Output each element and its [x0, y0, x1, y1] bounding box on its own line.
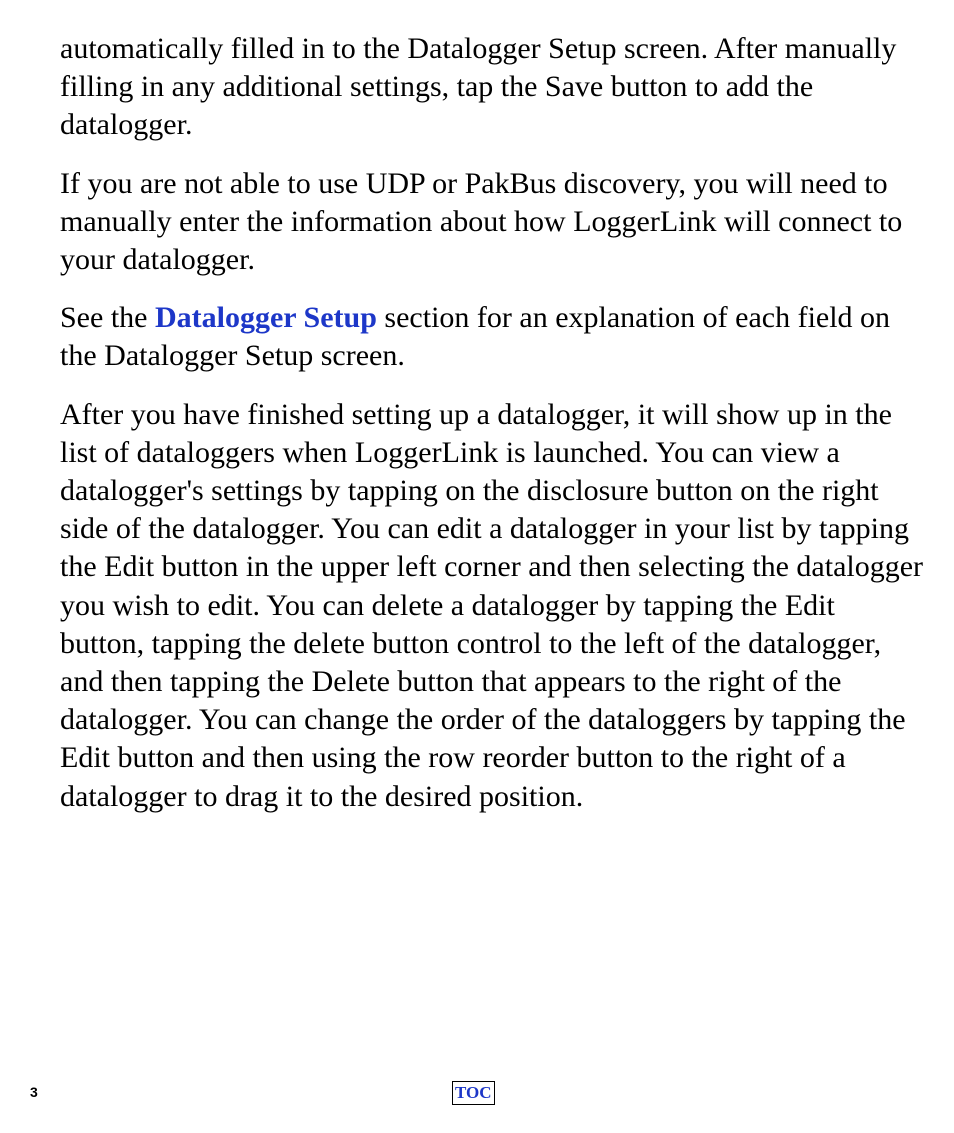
- toc-link[interactable]: TOC: [452, 1081, 495, 1105]
- paragraph-after-setup: After you have finished setting up a datalogger, it will show up in the list of dataloggers when LoggerLink is launched. You can view a datalogger's settings by tapping on the disclosure button on the right side of the datalogger. You can edit a datalogger in your list by tapping the Edit button in the upper left corner and then selecting the datalogger you wish to edit. You can delete a datalogger by tapping the Edit button, tapping the delete button control to the left of the datalogger, and then tapping the Delete button that appears to the right of the datalogger. You can change the order of the dataloggers by tapping the Edit button and then using the row reorder button to the right of a datalogger to drag it to the desired position.: [60, 397, 924, 813]
- paragraph-manual-entry: If you are not able to use UDP or PakBus discovery, you will need to manually enter the information about how LoggerLink will connect to your datalogger.: [60, 166, 903, 277]
- paragraph-auto-filled: automatically filled in to the Datalogger Setup screen. After manually filling in any additional settings, tap the Save button to add the datalogger.: [60, 32, 897, 142]
- see-setup-prefix: See the: [60, 301, 155, 335]
- page-number: 3: [30, 1084, 38, 1100]
- see-setup-suffix: section for an explanation of each field on the Datalogger Setup screen.: [60, 301, 891, 373]
- paragraph-see-setup: [60, 299, 926, 375]
- datalogger-setup-link[interactable]: Datalogger Setup: [154, 301, 377, 335]
- document-body: [60, 30, 926, 836]
